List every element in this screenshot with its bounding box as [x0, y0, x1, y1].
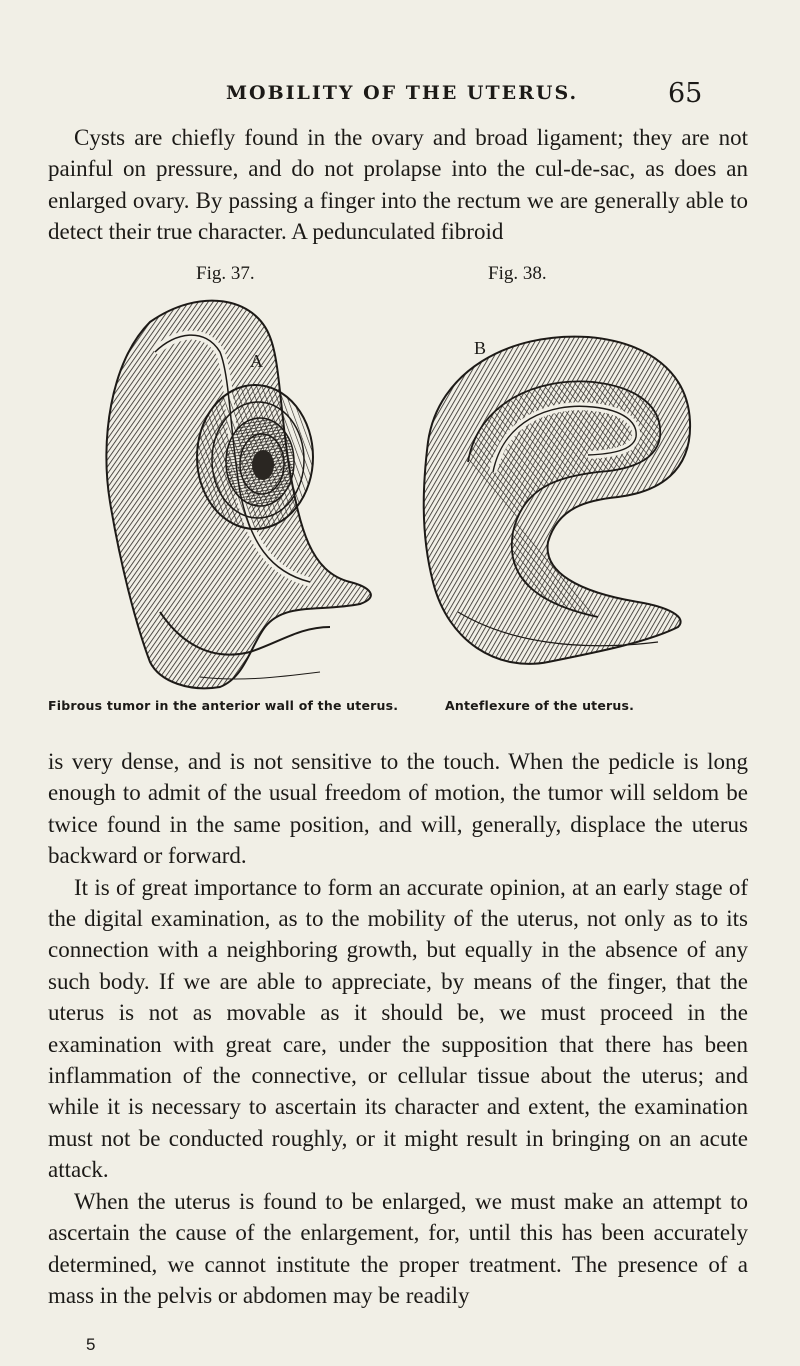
top-paragraph	[48, 122, 748, 248]
paragraph-mobility: It is of great importance to form an accurate opinion, at an early stage of the digital examination, as to the mobility of the uterus, not only as to its connection with a neighboring growth, but equally in the absence of any such body. If we are able to appreciate, by means of the finger, that the uterus is not as movable as it should be, we must proceed in the examination with great care, under the supposition that there has been inflammation of the connective, or cellular tissue about the uterus; and while it is necessary to ascertain its character and extent, the examination must not be conducted roughly, or it might result in bringing on an acute attack.	[48, 874, 748, 1183]
figure-38-illustration	[398, 282, 698, 682]
figure-37-illustration	[80, 282, 400, 692]
figure-37-label: Fig. 37.	[196, 263, 255, 284]
paragraph-cysts: Cysts are chiefly found in the ovary and broad ligament; they are not painful on pressure, and do not prolapse into the cul-de-sac, as does an enlarged ovary. By passing a finger into the rectum we are generally able to detect their true character. A pedunculated fibroid	[48, 125, 748, 245]
marker-b: B	[474, 338, 487, 358]
paragraph-pedicle: is very dense, and is not sensitive to the touch. When the pedicle is long enough to admit of the usual freedom of motion, the tumor will seldom be twice found in the same position, and will, generally, displace the uterus backward or forward.	[48, 749, 748, 869]
figure-37-caption: Fibrous tumor in the anterior wall of the uterus.	[48, 698, 399, 713]
anteflexure-engraving	[398, 282, 698, 682]
running-title: MOBILITY OF THE UTERUS.	[226, 82, 579, 104]
marker-a: A	[250, 351, 263, 371]
figure-38-label: Fig. 38.	[488, 263, 547, 284]
page-number: 65	[668, 78, 703, 109]
tumor-rings	[197, 385, 313, 529]
fibrous-tumor-engraving	[80, 282, 400, 692]
signature-mark: 5	[86, 1335, 96, 1354]
figure-38-caption: Anteflexure of the uterus.	[445, 698, 635, 713]
body-text	[48, 746, 748, 1311]
running-head	[0, 78, 800, 112]
paragraph-enlargement: When the uterus is found to be enlarged, we must make an attempt to ascertain the cause of the enlargement, for, until this has been accurately determined, we cannot institute the proper treatment. The presence of a mass in the pelvis or abdomen may be readily	[48, 1188, 748, 1308]
